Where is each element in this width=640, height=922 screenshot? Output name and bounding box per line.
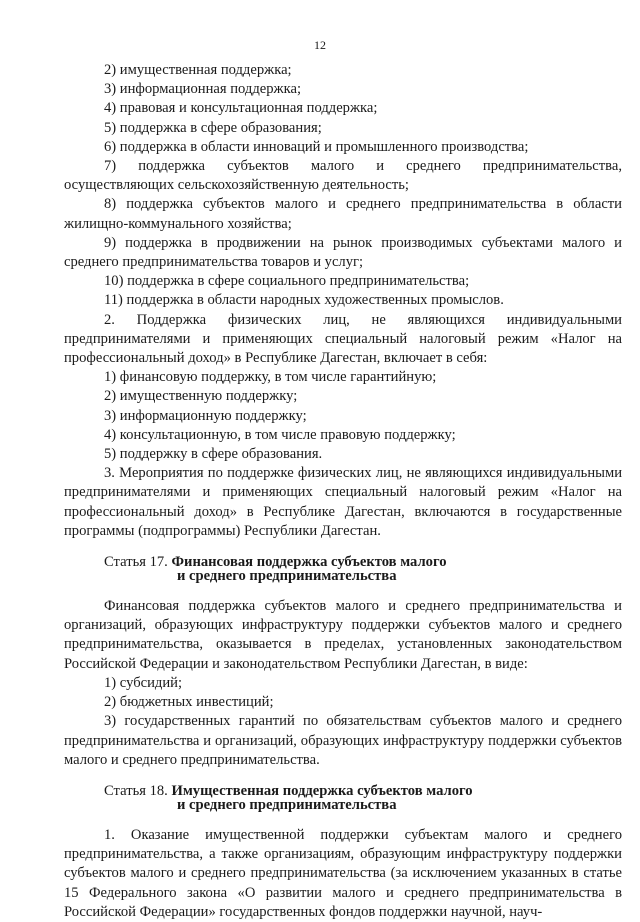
list-item: 1) финансовую поддержку, в том числе гарантийную; xyxy=(104,369,437,386)
list-item: 3) государственных гарантий по обязательствам субъектов малого и среднего предпринимательства и организаций, образующих инфраструктуру поддержки субъектов малого и среднего предпринимательства. xyxy=(64,713,622,768)
list-item: 3) информационная поддержка; xyxy=(104,81,302,98)
list-item: 6) поддержка в области инноваций и промышленного производства; xyxy=(104,138,529,155)
article-label: Статья 17. xyxy=(104,554,168,571)
article-title: Имущественная поддержка субъектов малого xyxy=(171,782,473,799)
list-item: 1) субсидий; xyxy=(104,674,183,691)
paragraph: 3. Мероприятия по поддержке физических лиц, не являющихся индивидуальными предпринимателями и применяющих специальный налоговый режим «Налог на профессиональный доход» в Республике Дагестан, включаются в государственные программы (подпрограммы) Республики Дагестан. xyxy=(64,465,622,539)
list-item: 7) поддержка субъектов малого и среднего предпринимательства, осуществляющих сельскохозяйственную деятельность; xyxy=(64,158,622,194)
document-body xyxy=(64,61,622,922)
list-item: 3) информационную поддержку; xyxy=(104,407,307,424)
list-item: 9) поддержка в продвижении на рынок производимых субъектами малого и среднего предпринимательства товаров и услуг; xyxy=(64,234,622,271)
paragraph: 2. Поддержка физических лиц, не являющихся индивидуальными предпринимателями и применяющих специальный налоговый режим «Налог на профессиональный доход» в Республике Дагестан, включает в себя: xyxy=(64,311,622,367)
list-item: 4) правовая и консультационная поддержка; xyxy=(104,100,378,117)
list-item: 2) имущественная поддержка; xyxy=(104,62,292,78)
paragraph: Финансовая поддержка субъектов малого и среднего предпринимательства и организаций, образующих инфраструктуру поддержки субъектов малого и среднего предпринимательства, оказывается в пределах, установленных законодательством Российской Федерации и законодательством Республики Дагестан, в виде: xyxy=(64,598,622,672)
list-item: 8) поддержка субъектов малого и среднего предпринимательства в области жилищно-коммунального хозяйства; xyxy=(64,196,622,232)
list-item: 5) поддержка в сфере образования; xyxy=(104,119,322,136)
list-item: 5) поддержку в сфере образования. xyxy=(104,446,323,463)
article-title: Финансовая поддержка субъектов малого xyxy=(171,554,447,571)
list-item: 11) поддержка в области народных художественных промыслов. xyxy=(104,292,504,309)
list-item: 10) поддержка в сфере социального предпринимательства; xyxy=(104,273,470,290)
list-item: 4) консультационную, в том числе правовую поддержку; xyxy=(104,426,456,443)
paragraph: 1. Оказание имущественной поддержки субъектам малого и среднего предпринимательства, а также организациям, образующим инфраструктуру поддержки субъектов малого и среднего предпринимательства (за исключением указанных в статье 15 Федерального закона «О развитии малого и среднего предпринимательства в Российской Федерации» государственных фондов поддержки научной, науч- xyxy=(64,826,622,920)
list-item: 2) имущественную поддержку; xyxy=(104,388,298,405)
page-number: 12 xyxy=(314,38,326,52)
article-18-heading xyxy=(64,784,622,812)
article-17-heading xyxy=(64,555,622,583)
article-title-continued: и среднего предпринимательства xyxy=(177,796,397,813)
article-label: Статья 18. xyxy=(104,782,168,799)
list-item: 2) бюджетных инвестиций; xyxy=(104,694,274,711)
article-title-continued: и среднего предпринимательства xyxy=(177,568,397,585)
